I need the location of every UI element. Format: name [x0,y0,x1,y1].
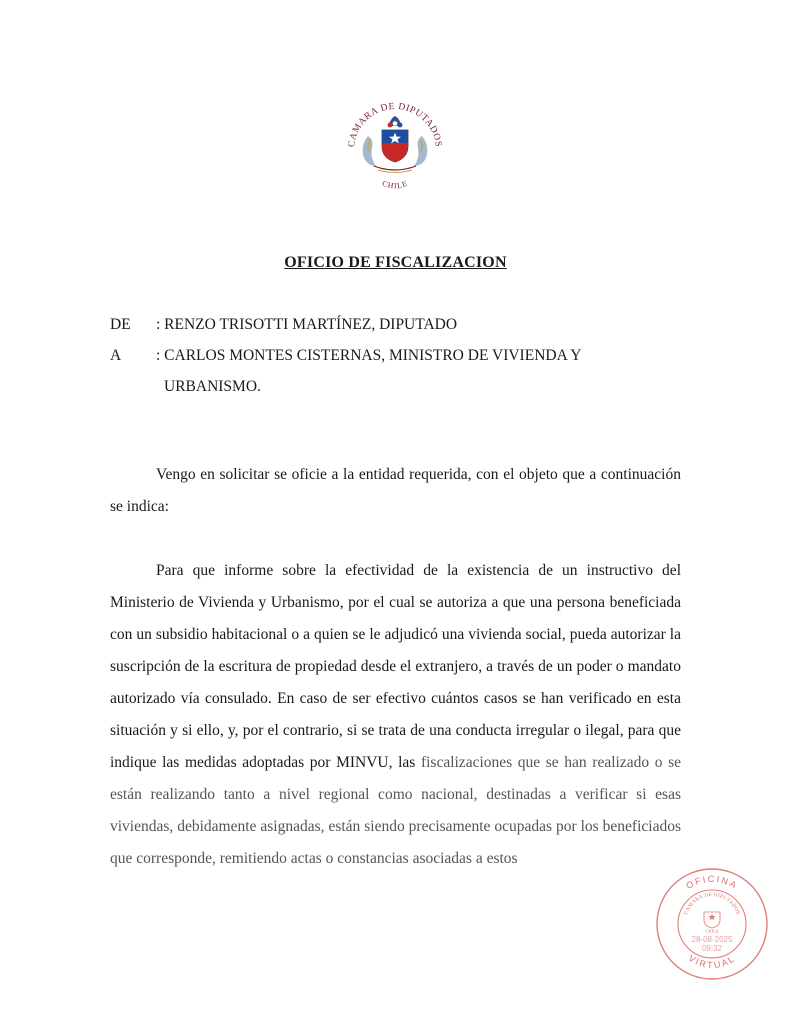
seal-top-text: CAMARA DE DIPUTADOS [347,101,443,148]
chamber-of-deputies-seal-icon [340,88,450,198]
virtual-office-stamp-icon [654,866,770,982]
stamp-bottom-text: VIRTUAL [686,952,738,971]
request-text: Para que informe sobre la efectividad de la existencia de un instructivo del Ministerio de Vivienda y Urbanismo, por el cual se autoriza a que una persona beneficiada con un subsidio habitacional o a quien se le adjudicó una vivienda social, pueda autorizar la suscripción de la escritura de propiedad desde el extranjero, a través de un poder o mandato autorizado vía consulado. En caso de ser efectivo cuántos casos se han verificado en esta situación y si ello, y, por el contrario, si se trata de una conducta irregular o ilegal, para que indique las medidas adoptadas por MINVU, las [110,562,681,771]
to-label: A [110,347,122,364]
from-value: : RENZO TRISOTTI MARTÍNEZ, DIPUTADO [156,316,458,333]
intro-paragraph: Vengo en solicitar se oficie a la entidad requerida, con el objeto que a continuación se indica: [110,466,681,515]
to-value-line2: URBANISMO. [164,378,261,395]
seal-bottom-text: CHILE [380,178,410,191]
svg-text:CHILE [381,179,409,191]
document-title: OFICIO DE FISCALIZACION [284,254,507,271]
stamp-inner-text: CAMARA DE DIPUTADOS [683,891,741,916]
svg-text:VIRTUAL [687,953,737,970]
stamp-date: 28-08-2025 [691,935,733,944]
request-text-continued: fiscalizaciones que se han realizado o se están realizando tanto a nivel regional como nacional, destinadas a verificar si esas viviendas, debidamente asignadas, están siendo precisamente ocupadas por los beneficiados que corresponde, remitiendo actas o constancias asociadas a estos [110,754,681,867]
stamp-top-text: OFICINA [684,874,740,891]
stamp-time: 09:32 [701,944,723,953]
svg-text:OFICINA [684,874,739,891]
to-value-line1: : CARLOS MONTES CISTERNAS, MINISTRO DE VIVIENDA Y [156,347,582,364]
stamp-inner-bottom-text: CHILE [705,928,719,934]
request-paragraph [110,555,681,875]
from-label: DE [110,316,131,333]
